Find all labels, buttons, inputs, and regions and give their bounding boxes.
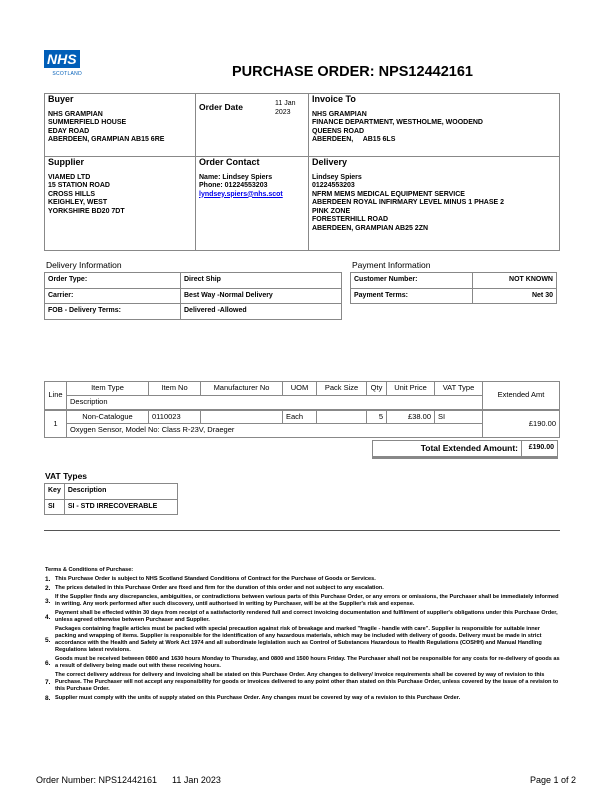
buyer-heading: Buyer (48, 94, 74, 104)
info-label: Payment Terms: (351, 288, 473, 304)
address-table (44, 93, 560, 251)
terms-and-conditions (45, 567, 560, 704)
vat-desc: SI - STD IRRECOVERABLE (64, 499, 177, 515)
delivery-line: ABERDEEN, GRAMPIAN AB25 2ZN (312, 224, 429, 232)
col-unit-price: Unit Price (387, 382, 435, 396)
vat-types-heading: VAT Types (45, 471, 88, 481)
buyer-line: ABERDEEN, GRAMPIAN AB15 6RE (48, 136, 165, 143)
supplier-line: YORKSHIRE BD20 7DT (48, 207, 125, 215)
payment-info-table (350, 272, 557, 304)
terms-item (45, 695, 560, 702)
cell-item-no: 0110023 (149, 410, 201, 424)
col-pack-size: Pack Size (317, 382, 367, 396)
vat-key: SI (45, 499, 65, 515)
invoice-line: QUEENS ROAD (312, 127, 365, 135)
buyer-line: SUMMERFIELD HOUSE (48, 119, 127, 126)
cell-line: 1 (45, 410, 67, 438)
supplier-heading: Supplier (48, 157, 85, 167)
invoice-line: ABERDEEN, AB15 6LS (312, 136, 396, 143)
terms-item (45, 626, 560, 654)
col-vat-type: VAT Type (435, 382, 483, 396)
contact-name: Name: Lindsey Spiers (199, 173, 273, 181)
terms-item (45, 585, 560, 592)
terms-num: 3. (45, 597, 51, 605)
supplier-line: 15 STATION ROAD (48, 182, 110, 189)
terms-text: The prices detailed in this Purchase Order are fixed and firm for the duration of this order and not subject to any escalation. (55, 585, 384, 591)
buyer-line: EDAY ROAD (48, 127, 90, 135)
cell-vat-type: SI (435, 410, 483, 424)
footer-page-number: Page 1 of 2 (529, 775, 576, 785)
info-value: Delivered -Allowed (181, 304, 342, 320)
col-item-no: Item No (149, 382, 201, 396)
terms-text: Packages containing fragile articles must be packed with special precaution against risk of breakage and marked "fragile - handle with care". Supplier is responsible for suitable inner packing and wrapping of items. Supplier is responsible for the identification of any hazardous materials, which may be included with delivery of goods. Delivery must be made in strict accordance with the Health and Safety at Work Act 1974 and all subordinate legislation such as Control of Substances Hazardous to Health Regulations (COSHH) and Manual Handling Regulations latest revisions. (55, 626, 542, 653)
vat-desc-header: Description (64, 484, 177, 500)
col-line: Line (45, 382, 67, 410)
terms-text: The correct delivery address for delivery and invoicing shall be stated on this Purchase Order. Any changes to delivery/ invoice requirements shall be covered by way of revision to this Purchase. The Purchaser will not accept any responsibility for goods or invoices delivered to any point other than stated on this Purchase Order, unless covered by the issue of a revision to this Purchase Order. (55, 672, 559, 692)
cell-extended-amt: £190.00 (483, 410, 560, 438)
page-title: PURCHASE ORDER: NPS12442161 (232, 64, 473, 80)
cell-description: Oxygen Sensor, Model No: Class R-23V, Draeger (67, 424, 483, 438)
terms-num: 2. (45, 585, 51, 592)
supplier-line: CROSS HILLS (48, 190, 96, 198)
divider (44, 530, 560, 531)
delivery-info-table (44, 272, 342, 320)
delivery-line: PINK ZONE (312, 207, 351, 215)
order-contact-cell (196, 157, 309, 251)
col-uom: UOM (283, 382, 317, 396)
terms-heading: Terms & Conditions of Purchase: (45, 567, 134, 573)
info-value: Best Way -Normal Delivery (181, 288, 342, 304)
total-value: £190.00 (522, 441, 558, 458)
cell-manufacturer-no (201, 410, 283, 424)
supplier-line: VIAMED LTD (48, 173, 91, 181)
terms-item (45, 610, 560, 624)
order-date-label: Order Date (199, 102, 243, 112)
delivery-cell (309, 157, 560, 251)
terms-num: 1. (45, 576, 51, 583)
items-header-row (45, 382, 560, 396)
invoice-to-heading: Invoice To (312, 94, 356, 104)
table-row (45, 410, 560, 424)
footer-date: 11 Jan 2023 (172, 775, 221, 785)
invoice-line: NHS GRAMPIAN (312, 110, 367, 118)
terms-num: 4. (45, 613, 51, 621)
total-table (372, 440, 558, 459)
delivery-line: NFRM MEMS MEDICAL EQUIPMENT SERVICE (312, 190, 465, 198)
delivery-info-heading: Delivery Information (46, 260, 122, 270)
invoice-line: FINANCE DEPARTMENT, WESTHOLME, WOODEND (312, 119, 483, 126)
delivery-line: FORESTERHILL ROAD (312, 216, 389, 223)
terms-num: 8. (45, 695, 51, 702)
terms-text: Payment shall be effected within 30 days from receipt of a satisfactorily rendered full and correct invoicing documentation and fulfilment of supplier's obligations under this Purchase Order, unless agreed otherwise between Purchaser and Supplier. (55, 610, 558, 623)
logo-text: NHS (44, 50, 80, 68)
info-value: Net 30 (473, 288, 557, 304)
cell-pack-size (317, 410, 367, 424)
terms-text: This Purchase Order is subject to NHS Scotland Standard Conditions of Contract for the Purchase of Goods or Services. (55, 576, 376, 582)
delivery-line: Lindsey Spiers (312, 173, 362, 181)
terms-num: 6. (45, 659, 51, 667)
cell-unit-price: £38.00 (387, 410, 435, 424)
terms-item (45, 594, 560, 608)
col-description: Description (67, 396, 483, 410)
info-label: Carrier: (45, 288, 181, 304)
col-extended-amt: Extended Amt (483, 382, 560, 410)
info-value: Direct Ship (181, 273, 342, 289)
col-qty: Qty (367, 382, 387, 396)
supplier-cell (45, 157, 196, 251)
order-date-value: 11 Jan 2023 (275, 100, 296, 116)
invoice-to-cell (309, 94, 560, 157)
col-item-type: Item Type (67, 382, 149, 396)
delivery-line: 01224553203 (312, 182, 355, 189)
vat-key-header: Key (45, 484, 65, 500)
supplier-line: KEIGHLEY, WEST (48, 199, 108, 206)
info-label: Customer Number: (351, 273, 473, 289)
total-label: Total Extended Amount: (373, 441, 522, 458)
terms-text: If the Supplier finds any discrepancies, ambiguities, or contradictions between various parts of this Purchase Order, or any errors or omissions, the Purchaser shall be immediately informed in writing. Any work performed after such discovery, until authorised in writing by Purchaser, will be at the Supplier's risk and expense. (55, 594, 559, 607)
terms-num: 5. (45, 636, 51, 644)
vat-types-table (44, 483, 178, 515)
terms-item (45, 576, 560, 583)
info-label: FOB - Delivery Terms: (45, 304, 181, 320)
delivery-heading: Delivery (312, 157, 348, 167)
cell-uom: Each (283, 410, 317, 424)
line-items-table (44, 381, 560, 438)
logo-subtext: SCOTLAND (52, 71, 82, 77)
order-date-cell (196, 94, 309, 157)
delivery-line: ABERDEEN ROYAL INFIRMARY LEVEL MINUS 1 PHASE 2 (312, 199, 505, 206)
info-label: Order Type: (45, 273, 181, 289)
contact-email-link[interactable]: lyndsey.spiers@nhs.scot (199, 190, 283, 198)
buyer-cell (45, 94, 196, 157)
info-value: NOT KNOWN (473, 273, 557, 289)
terms-text: Goods must be received between 0800 and 1630 hours Monday to Thursday, and 0800 and 1500 hours Friday. The Purchaser shall not be responsible for any costs for re-delivery of goods as a result of delivery being made out with these receiving hours. (55, 656, 560, 669)
terms-num: 7. (45, 679, 51, 686)
col-manufacturer-no: Manufacturer No (201, 382, 283, 396)
terms-item (45, 672, 560, 693)
contact-phone: Phone: 01224553203 (199, 182, 268, 189)
terms-text: Supplier must comply with the units of supply stated on this Purchase Order. Any changes must be covered by way of a revision to this Purchase Order. (55, 695, 461, 701)
payment-info-heading: Payment Information (352, 260, 431, 270)
order-contact-heading: Order Contact (199, 157, 260, 167)
nhs-scotland-logo (44, 50, 82, 88)
buyer-line: NHS GRAMPIAN (48, 110, 103, 118)
cell-item-type: Non-Catalogue (67, 410, 149, 424)
cell-qty: 5 (367, 410, 387, 424)
terms-item (45, 656, 560, 670)
footer-order-number: Order Number: NPS12442161 (36, 775, 158, 785)
